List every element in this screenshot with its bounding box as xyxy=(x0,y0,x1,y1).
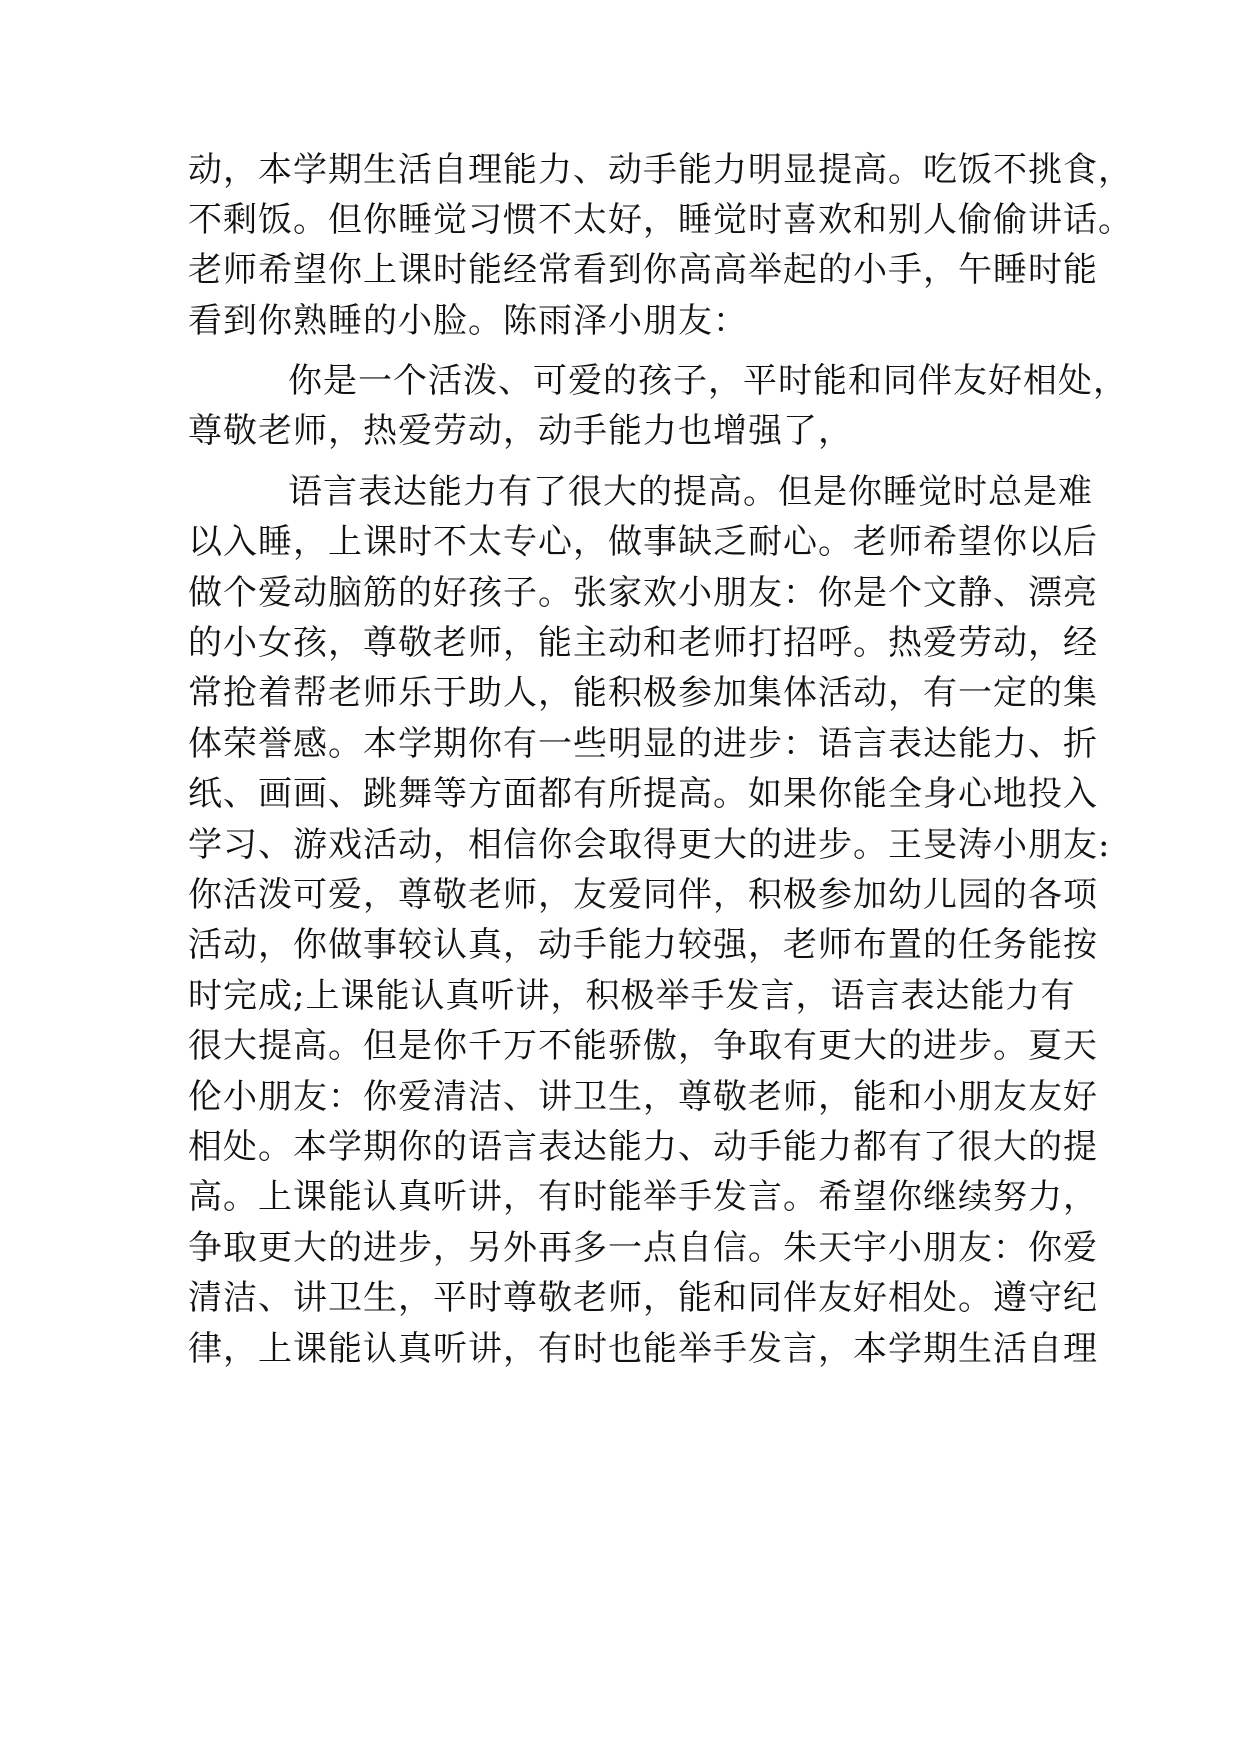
text-line: 高。上课能认真听讲，有时能举手发言。希望你继续努力， xyxy=(188,1177,1098,1217)
text-line: 看到你熟睡的小脸。陈雨泽小朋友： xyxy=(188,301,748,341)
text-line: 学习、游戏活动，相信你会取得更大的进步。王旻涛小朋友: xyxy=(188,825,1111,865)
text-line: 你活泼可爱，尊敬老师，友爱同伴，积极参加幼儿园的各项 xyxy=(188,875,1098,915)
text-line: 清洁、讲卫生，平时尊敬老师，能和同伴友好相处。遵守纪 xyxy=(188,1278,1098,1318)
paragraph-first-line: 语言表达能力有了很大的提高。但是你睡觉时总是难 xyxy=(288,472,1093,512)
text-line: 老师希望你上课时能经常看到你高高举起的小手，午睡时能 xyxy=(188,250,1098,290)
text-line: 相处。本学期你的语言表达能力、动手能力都有了很大的提 xyxy=(188,1127,1098,1167)
text-line: 以入睡，上课时不太专心，做事缺乏耐心。老师希望你以后 xyxy=(188,522,1098,562)
text-line: 争取更大的进步，另外再多一点自信。朱天宇小朋友：你爱 xyxy=(188,1228,1098,1268)
text-line: 不剩饭。但你睡觉习惯不太好，睡觉时喜欢和别人偷偷讲话。 xyxy=(188,200,1133,240)
text-line: 常抢着帮老师乐于助人，能积极参加集体活动，有一定的集 xyxy=(188,673,1098,713)
text-line: 动，本学期生活自理能力、动手能力明显提高。吃饭不挑食， xyxy=(188,150,1133,190)
paragraph-first-line: 你是一个活泼、可爱的孩子，平时能和同伴友好相处， xyxy=(288,361,1128,401)
text-line: 伦小朋友：你爱清洁、讲卫生，尊敬老师，能和小朋友友好 xyxy=(188,1077,1098,1117)
text-line: 活动，你做事较认真，动手能力较强，老师布置的任务能按 xyxy=(188,925,1098,965)
text-line: 很大提高。但是你千万不能骄傲，争取有更大的进步。夏天 xyxy=(188,1026,1098,1066)
text-line: 律，上课能认真听讲，有时也能举手发言，本学期生活自理 xyxy=(188,1329,1098,1369)
text-line: 体荣誉感。本学期你有一些明显的进步：语言表达能力、折 xyxy=(188,724,1098,764)
text-line: 尊敬老师，热爱劳动，动手能力也增强了， xyxy=(188,411,853,451)
text-line: 纸、画画、跳舞等方面都有所提高。如果你能全身心地投入 xyxy=(188,774,1098,814)
text-line: 的小女孩，尊敬老师，能主动和老师打招呼。热爱劳动，经 xyxy=(188,623,1098,663)
text-line: 时完成;上课能认真听讲，积极举手发言，语言表达能力有 xyxy=(188,976,1076,1016)
text-line: 做个爱动脑筋的好孩子。张家欢小朋友：你是个文静、漂亮 xyxy=(188,573,1098,613)
